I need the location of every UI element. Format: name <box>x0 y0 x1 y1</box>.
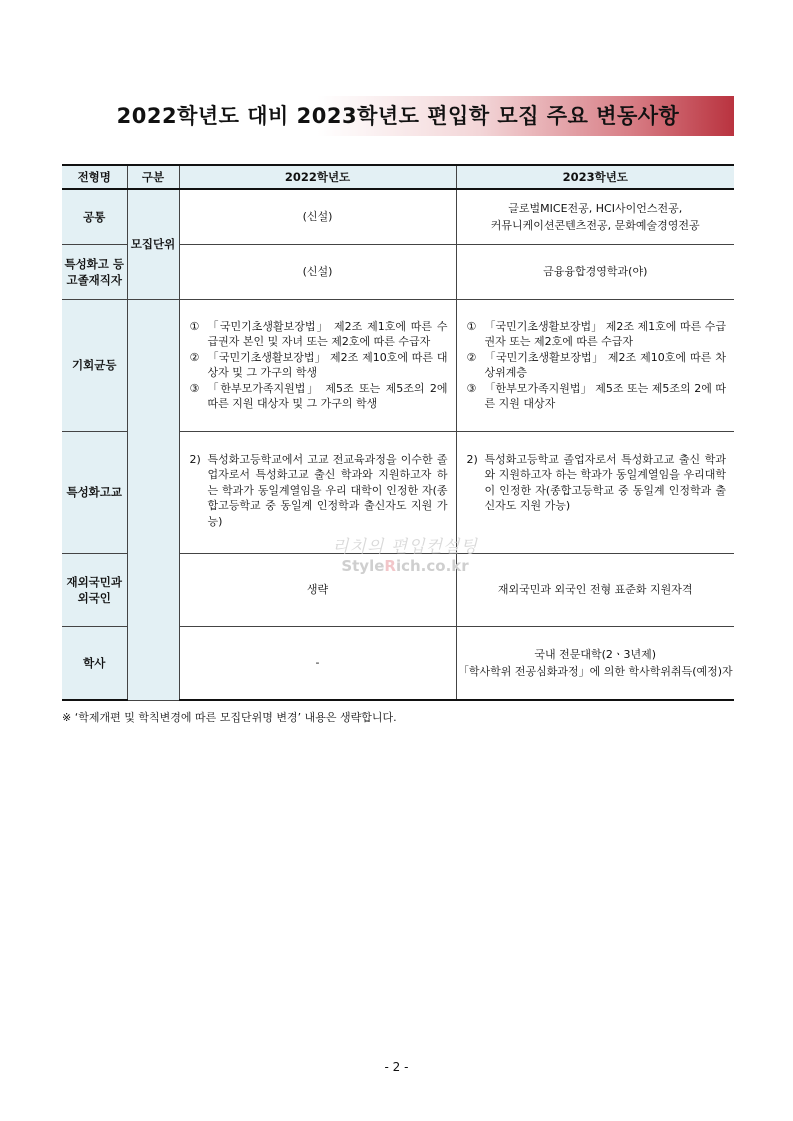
criteria-paragraph: 2) 특성화고등학교에서 고교 전교육과정을 이수한 졸업자로서 특성화고교 출신 학과와 지원하고자 하는 학과가 동일계열임을 우리 대학이 인정한 자(종합고등학교 중 동일계 인정학과 출신자도 지원 가능) <box>189 452 448 528</box>
cell-equal-opportunity-2022 <box>179 299 456 431</box>
cell-vocational-high-2022 <box>179 431 456 553</box>
label-line: 외국인 <box>77 590 111 605</box>
header-2023: 2023학년도 <box>456 165 734 189</box>
cell-equal-opportunity-2023 <box>456 299 734 431</box>
list-item: ③ 「한부모가족지원법」 제5조 또는 제5조의 2에 따른 지원 대상자 및 그 가구의 학생 <box>189 381 448 410</box>
list-item: ① 「국민기초생활보장법」 제2조 제1호에 따른 수급권자 또는 제2호에 따른 수급자 <box>466 319 726 348</box>
cell-special-worker-2023: 금융융합경영학과(야) <box>456 244 734 299</box>
cell-line: 커뮤니케이션콘텐츠전공, 문화예술경영전공 <box>490 218 700 232</box>
label-line: 고졸재직자 <box>66 272 123 287</box>
list-item: ② 「국민기초생활보장법」 제2조 제10호에 따른 차상위계층 <box>466 350 726 379</box>
watermark-url: StyleRich.co.kr <box>341 557 469 575</box>
title-banner <box>62 96 734 136</box>
page-title: 2022학년도 대비 2023학년도 편입학 모집 주요 변동사항 <box>116 104 680 128</box>
cell-bachelor-2023 <box>456 626 734 700</box>
cell-common-2022: (신설) <box>179 189 456 244</box>
list-item: ② 「국민기초생활보장법」 제2조 제10호에 따른 대상자 및 그 가구의 학생 <box>189 350 448 379</box>
cell-line: 국내 전문대학(2ㆍ3년제) <box>534 647 657 661</box>
row-label-special-worker <box>62 244 127 299</box>
watermark-text: 리치의 편입컨설팅 <box>332 537 478 557</box>
footnote: ※ ‘학제개편 및 학칙변경에 따른 모집단위명 변경’ 내용은 생략합니다. <box>62 711 397 724</box>
criteria-paragraph: 2) 특성화고등학교 졸업자로서 특성화고교 출신 학과와 지원하고자 하는 학과가 동일계열임을 우리대학이 인정한 자(종합고등학교 중 동일계 인정학과 출신자도 지원 가능) <box>466 452 726 512</box>
list-item: ③ 「한부모가족지원법」 제5조 또는 제5조의 2에 따른 지원 대상자 <box>466 381 726 410</box>
cell-bachelor-2022: - <box>179 626 456 700</box>
cell-common-2023 <box>456 189 734 244</box>
table-header-row <box>62 165 734 189</box>
header-2022: 2022학년도 <box>179 165 456 189</box>
category-cell-recruitment-unit: 모집단위 <box>127 189 179 299</box>
cell-line: 글로벌MICE전공, HCI사이언스전공, <box>508 201 683 215</box>
cell-special-worker-2022: (신설) <box>179 244 456 299</box>
row-label-equal-opportunity: 기회균등 <box>62 299 127 431</box>
category-cell-empty <box>127 299 179 700</box>
criteria-list <box>457 313 735 418</box>
cell-vocational-high-2023 <box>456 431 734 553</box>
cell-overseas-2023: 재외국민과 외국인 전형 표준화 지원자격 <box>456 553 734 626</box>
table-row <box>62 299 734 431</box>
row-label-overseas <box>62 553 127 626</box>
cell-overseas-2022: 생략 <box>179 553 456 626</box>
label-line: 재외국민과 <box>66 574 123 589</box>
list-item: ① 「국민기초생활보장법」 제2조 제1호에 따른 수급권자 본인 및 자녀 또는 제2호에 따른 수급자 <box>189 319 448 348</box>
header-admission-type: 전형명 <box>62 165 127 189</box>
changes-table <box>62 164 734 701</box>
header-category: 구분 <box>127 165 179 189</box>
row-label-vocational-high: 특성화고교 <box>62 431 127 553</box>
row-label-bachelor: 학사 <box>62 626 127 700</box>
label-line: 특성화고 등 <box>64 256 125 271</box>
row-label-common: 공통 <box>62 189 127 244</box>
cell-line: 「학사학위 전공심화과정」에 의한 학사학위취득(예정)자 <box>457 664 733 678</box>
criteria-list <box>180 313 456 418</box>
page-number: - 2 - <box>384 1060 409 1074</box>
table-row <box>62 189 734 244</box>
